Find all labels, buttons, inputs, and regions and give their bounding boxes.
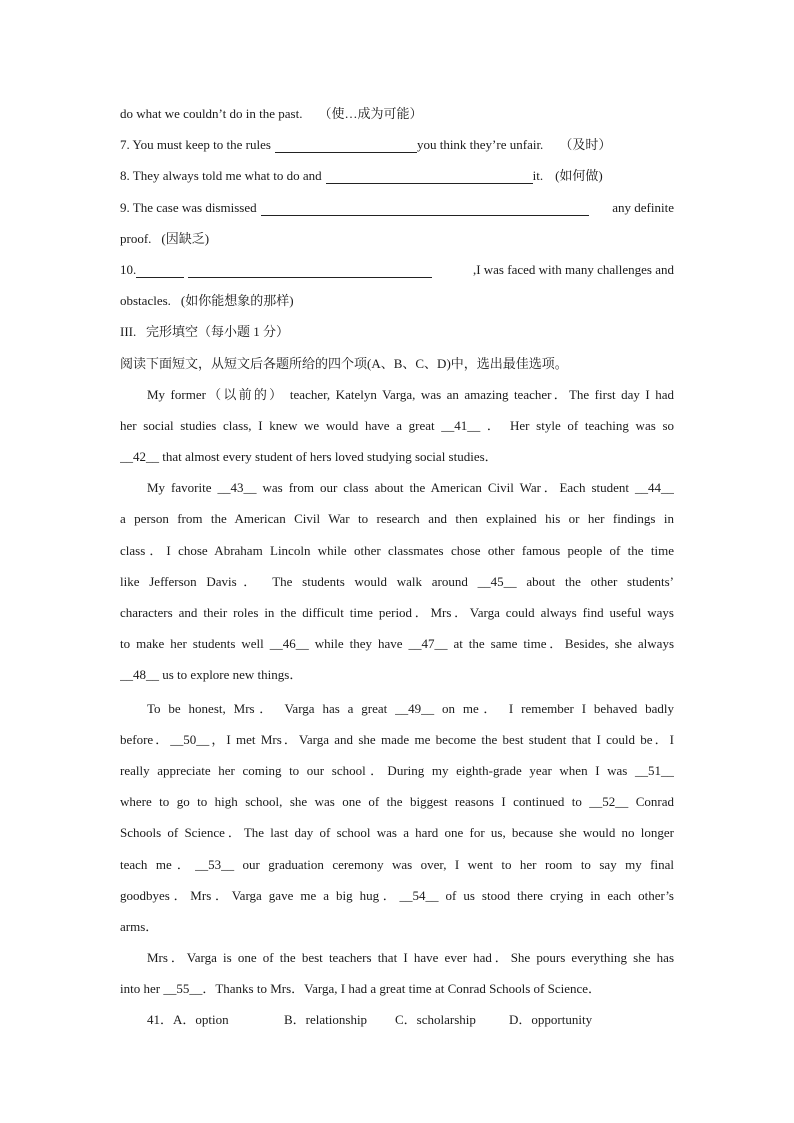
passage-p3-line-6: teach me．__53__ our graduation ceremony was over, I went to her room to say my final xyxy=(120,856,674,872)
q41-option-d[interactable]: D．opportunity xyxy=(509,1012,593,1028)
q7-blank[interactable] xyxy=(275,137,417,153)
section-instruction: 阅读下面短文，从短文后各题所给的四个项(A、B、C、D)中，选出最佳选项。 xyxy=(120,355,568,371)
document-page xyxy=(120,98,674,1036)
q41-number: 41． xyxy=(147,1012,174,1028)
q7-before: 7. You must keep to the rules xyxy=(120,137,271,153)
question-8 xyxy=(120,160,674,191)
passage-p2-line-1: My favorite __43__ was from our class about the American Civil War．Each student __44__ xyxy=(147,480,674,496)
q9-hint: (因缺乏) xyxy=(161,230,210,246)
passage-p3-line-7: goodbyes．Mrs．Varga gave me a big hug．__54__ of us stood there crying in each other’s xyxy=(120,887,674,903)
q9-before: 9. The case was dismissed xyxy=(120,199,257,215)
passage-p2-line-2: a person from the American Civil War to research and then explained his or her findings in xyxy=(120,511,674,527)
q41-option-a[interactable]: A．option xyxy=(173,1012,229,1028)
q8-before: 8. They always told me what to do and xyxy=(120,168,322,184)
passage-p2-line-5: characters and their roles in the difficult time period．Mrs．Varga could always find useful ways xyxy=(120,605,674,620)
passage-p2-line-4: like Jefferson Davis． The students would walk around __45__ about the other students’ xyxy=(120,573,674,589)
passage-p1-line-2: her social studies class, I knew we would have a great __41__ ． Her style of teaching was so xyxy=(120,417,674,433)
q8-blank[interactable] xyxy=(326,168,533,184)
fragment-hint: （使…成为可能） xyxy=(318,106,423,121)
passage-p4-line-1: Mrs．Varga is one of the best teachers that I have ever had．She pours everything she has xyxy=(147,950,674,966)
q10-blank-1[interactable] xyxy=(136,262,184,278)
passage-p2-line-7: __48__ us to explore new things． xyxy=(120,667,303,683)
passage-p3-line-2: before．__50__，I met Mrs．Varga and she made me become the best student that I could be．I xyxy=(120,731,674,747)
passage-p1-line-1: My former（以前的） teacher, Katelyn Varga, was an amazing teacher．The first day I had xyxy=(147,386,674,402)
question-10 xyxy=(120,254,674,285)
q10-hint: (如你能想象的那样) xyxy=(180,293,294,309)
passage-p3-line-4: where to go to high school, she was one of the biggest reasons I continued to __52__ Conrad xyxy=(120,794,674,810)
question-41-options xyxy=(120,1004,674,1035)
passage-p3-line-3: really appreciate her coming to our school．During my eighth-grade year when I was __51__ xyxy=(120,762,674,778)
question-9 xyxy=(120,192,674,223)
passage-p2-line-3: class．I chose Abraham Lincoln while other classmates chose other famous people of the time xyxy=(120,542,674,558)
passage-p3-line-8: arms． xyxy=(120,918,159,934)
fragment-text: do what we couldn’t do in the past. xyxy=(120,106,303,121)
passage-p4-line-2: into her __55__．Thanks to Mrs．Varga, I had a great time at Conrad Schools of Science． xyxy=(120,981,602,997)
passage-p3-line-1: To be honest, Mrs． Varga has a great __49__ on me． I remember I behaved badly xyxy=(147,700,674,716)
q9-blank[interactable] xyxy=(261,200,589,216)
q10-cont: obstacles. xyxy=(120,293,171,309)
passage-p1-line-3: __42__ that almost every student of hers loved studying social studies． xyxy=(120,449,498,465)
q7-hint: （及时） xyxy=(559,137,612,153)
q8-after: it. xyxy=(532,168,544,184)
q10-after: ,I was faced with many challenges and xyxy=(472,261,674,277)
q41-option-c[interactable]: C．scholarship xyxy=(395,1012,476,1028)
question-9-cont xyxy=(120,223,674,254)
q41-option-b[interactable]: B．relationship xyxy=(284,1012,368,1028)
q10-before: 10. xyxy=(120,261,137,277)
question-10-cont xyxy=(120,285,674,316)
q9-cont: proof. xyxy=(120,230,152,246)
passage-p3-line-5: Schools of Science．The last day of school was a hard one for us, because she would no longer xyxy=(120,825,674,841)
passage-p2-line-6: to make her students well __46__ while they have __47__ at the same time．Besides, she always xyxy=(120,636,674,652)
section-title: III. 完形填空（每小题 1 分） xyxy=(120,324,289,340)
q8-hint: (如何做) xyxy=(555,168,603,184)
q10-blank-2[interactable] xyxy=(188,262,432,278)
fragment-line xyxy=(120,98,674,129)
question-7 xyxy=(120,129,674,160)
q9-after: any definite xyxy=(612,199,674,215)
q7-after: you think they’re unfair. xyxy=(416,137,544,153)
